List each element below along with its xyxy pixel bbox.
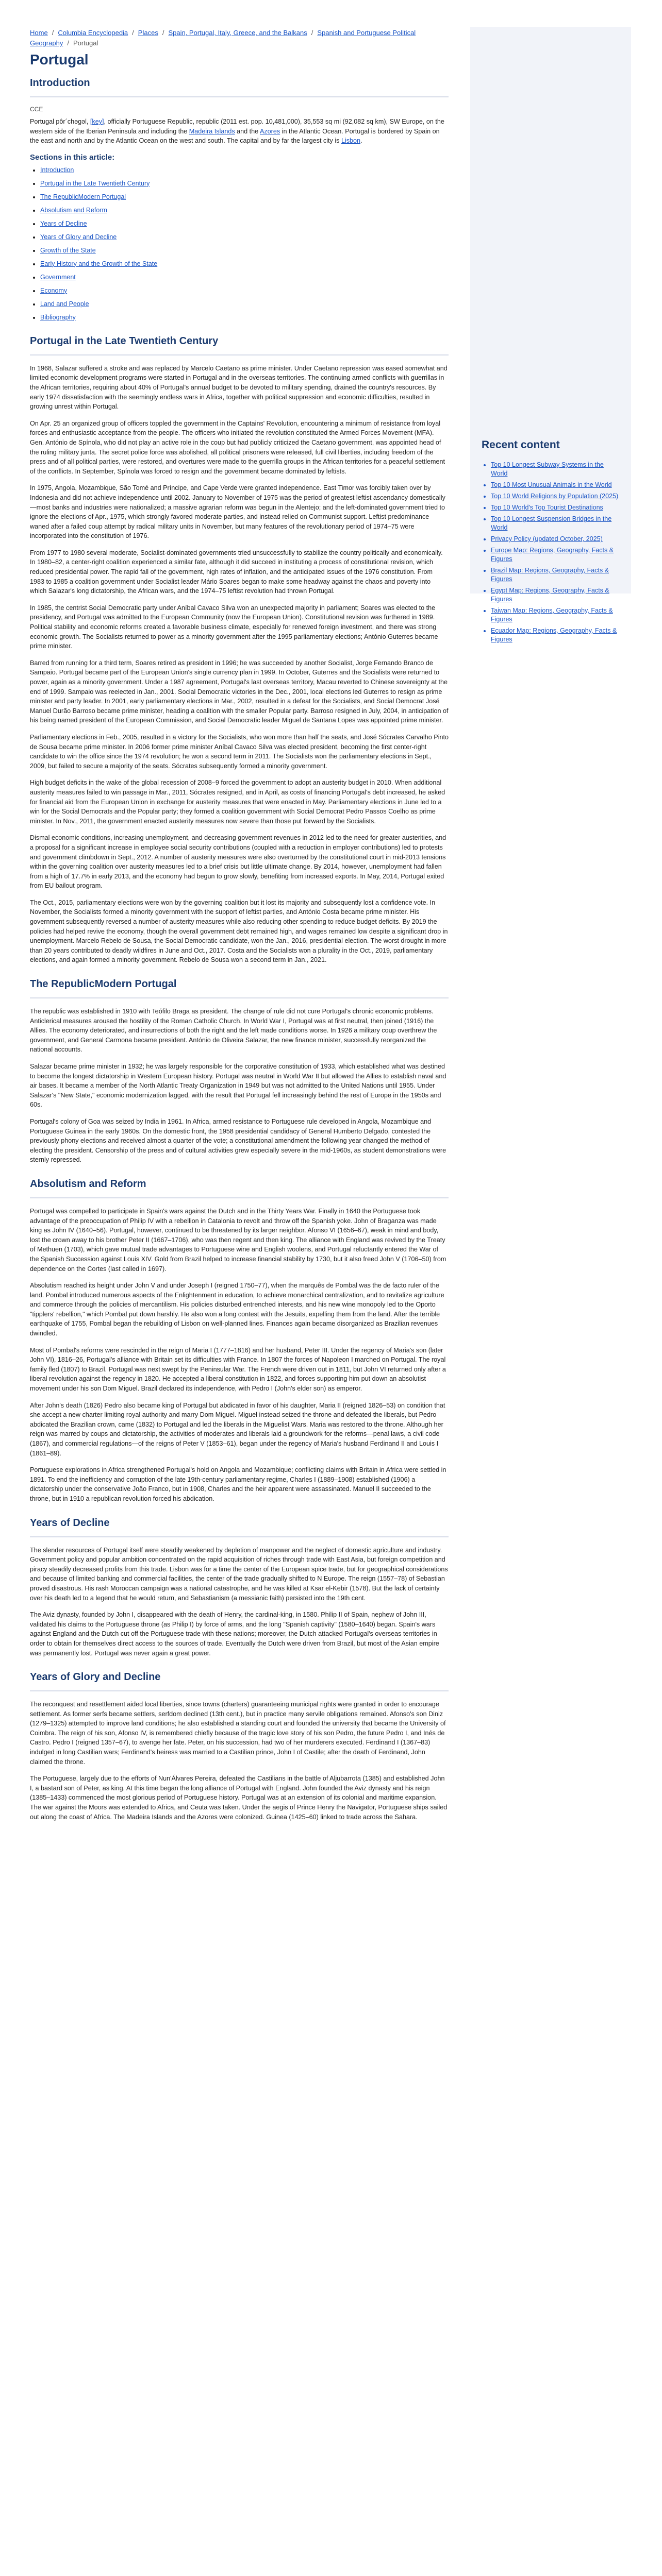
madeira-link[interactable]: Madeira Islands [189, 127, 235, 135]
list-item [491, 481, 621, 489]
toc-heading: Sections in this article: [30, 152, 115, 162]
table-of-contents [30, 166, 449, 322]
recent-content-link[interactable]: Top 10 World Religions by Population (2025) [491, 493, 619, 500]
recent-content-link[interactable]: Taiwan Map: Regions, Geography, Facts & Figures [491, 607, 613, 623]
azores-link[interactable]: Azores [259, 127, 280, 135]
section-heading-republic: The RepublicModern Portugal [30, 978, 177, 990]
recent-content-link[interactable]: Brazil Map: Regions, Geography, Facts & Figures [491, 567, 609, 583]
toc-item [40, 313, 449, 322]
toc-item [40, 273, 449, 282]
paragraph: From 1977 to 1980 several moderate, Socialist-dominated governments tried unsuccessfully to stabilize the country politically and economically. In 1980–82, a center-right coalition experienced a similar fate, although it did succeed in instituting a process of constitutional revision, which reduced presidential power. The rapid fall of the government, high rates of inflation, and the anticipated issues of the 1976 constitution. From 1983 to 1985 a coalition government under Socialist leader Mário Soares began to make some headway against the chaos and poverty into which Salazar's long dictatorship, the African wars, and the 1974–75 leftist revolution had thrown Portugal. [30, 549, 443, 595]
paragraph: Parliamentary elections in Feb., 2005, resulted in a victory for the Socialists, who won more than half the seats, and José Sócrates Carvalho Pinto de Sousa became prime minister. In 2006 former prime minister Aníbal Cavaco Silva was elected president, becoming the first center-right candidate to win the office since the 1974 revolution; he won a second term in 2011. The Socialists won the parliamentary elections in Sept., 2009, but failed to secure a majority of the seats. Sócrates subsequently formed a minority government. [30, 733, 449, 770]
paragraph: High budget deficits in the wake of the global recession of 2008–9 forced the government to adopt an austerity budget in 2010. When additional austerity measures failed to win passage in Mar., 2011, Sócrates resigned, and in April, as costs of financing Portugal's debt increased, he asked for financial aid from the European Union in exchange for austerity measures that were enacted in May. Parliamentary elections in June led to a win for the Social Democrats and the Popular party; they formed a coalition government with Social Democrat Pedro Passos Coelho as prime minister. In Nov., 2011, the government enacted austerity measures now severe than those put forward by the Socialists. [30, 779, 445, 825]
intro-paragraph: Portugal pôr´chəgəl, [key], officially Portuguese Republic, republic (2011 est. pop. 10,481,000), 35,553 sq mi (92,082 sq km), SW Europe, on the western side of the Iberian Peninsula and including the Madeira Islands and the Azores in the Atlantic Ocean. Portugal is bordered by Spain on the east and north and by the Atlantic Ocean on the west and south. The capital and by far the largest city is Lisbon. [30, 118, 444, 145]
toc-link-bibliography[interactable]: Bibliography [40, 313, 76, 321]
toc-item [40, 260, 449, 268]
breadcrumb-separator: / [52, 29, 54, 37]
recent-content-panel [482, 439, 621, 647]
paragraph: Salazar became prime minister in 1932; he was largely responsible for the corporative constitution of 1933, which established what was destined to become the longest dictatorship in Western European history. Portugal was neutral in World War II but allowed the Allies to establish naval and air bases. It became a member of the North Atlantic Treaty Organization in 1949 but was not admitted to the United Nations until 1955. Under Salazar's "New State," economic modernization lagged, with the result that Portugal fell increasingly behind the rest of Europe in the 1950s and 60s. [30, 1063, 446, 1109]
list-item [491, 566, 621, 584]
recent-content-link[interactable]: Ecuador Map: Regions, Geography, Facts & Figures [491, 627, 617, 643]
toc-link-land-and-people[interactable]: Land and People [40, 300, 89, 308]
recent-content-link[interactable]: Top 10 World's Top Tourist Destinations [491, 504, 603, 511]
article-main [30, 77, 449, 1829]
breadcrumb-separator: / [67, 39, 69, 47]
paragraph: The republic was established in 1910 with Teófilo Braga as president. The change of rule did not cure Portugal's chronic economic problems. Anticlerical measures aroused the hostility of the Roman Catholic Church. In World War I, Portugal was at first neutral, then joined (1916) the Allies. The economy deteriorated, and insurrections of both the right and the left made conditions worse. In 1926 a military coup overthrew the government, and General Carmona became president. António de Oliveira Salazar, the new finance minister, successfully reorganized the national accounts. [30, 1008, 437, 1054]
toc-link-glory-and-decline[interactable]: Years of Glory and Decline [40, 233, 117, 241]
list-item [491, 503, 621, 512]
paragraph: In 1985, the centrist Social Democratic party under Aníbal Cavaco Silva won an unexpected majority in parliament; Soares was elected to the presidency, and Portugal was admitted to the European Community (now the European Union). Constitutional revision was furthered in 1989. Political stability and economic reforms created a favorable business climate, especially for renewed foreign investment, and there was strong economic growth. The Socialists returned to power as a minority government after the 1995 parliamentary elections; António Guterres became prime minister. [30, 604, 438, 650]
paragraph: In 1968, Salazar suffered a stroke and was replaced by Marcelo Caetano as prime minister. Under Caetano repression was eased somewhat and limited economic development programs were started in Portugal and in the overseas territories. The continuing armed conflicts with guerrillas in the African territories, requiring about 40% of Portugal's annual budget to be devoted to military spending, drained the country's resources. By early 1974 dissatisfaction with the seemingly endless wars in Africa, together with political suppression and economic difficulties, resulted in growing unrest within Portugal. [30, 364, 448, 411]
toc-link-economy[interactable]: Economy [40, 286, 68, 294]
breadcrumb-separator: / [162, 29, 164, 37]
list-item [491, 492, 621, 501]
toc-link-growth-of-state[interactable]: Growth of the State [40, 246, 96, 254]
list-item [491, 626, 621, 644]
toc-link-late-twentieth-century[interactable]: Portugal in the Late Twentieth Century [40, 179, 150, 187]
paragraph: On Apr. 25 an organized group of officers toppled the government in the Captains' Revolution, encountering a minimum of resistance from loyal forces and enthusiastic acceptance from the people. The officers who initiated the revolution constituted the Armed Forces Movement (MFA). Gen. António de Spínola, who did not play an active role in the coup but had publicly criticized the Caetano government, was appointed head of the ruling military junta. The secret police force was abolished, all political prisoners were released, full civil liberties, including freedom of the press and of all political parties, were restored, and overtures were made to the guerrilla groups in the African territories for a peaceful settlement of the conflicts. In September, Spínola was forced to resign and the government became dominated by leftists. [30, 419, 445, 475]
recent-content-link[interactable]: Top 10 Longest Suspension Bridges in the World [491, 515, 612, 531]
intro-heading: Introduction [30, 77, 90, 89]
page-title: Portugal [30, 52, 89, 67]
breadcrumb [30, 28, 453, 48]
toc-link-years-of-decline[interactable]: Years of Decline [40, 219, 87, 227]
breadcrumb-political-geography[interactable]: Spanish and Portuguese Political Geography [30, 29, 416, 47]
toc-link-absolutism[interactable]: Absolutism and Reform [40, 206, 107, 214]
paragraph: The reconquest and resettlement aided local liberties, since towns (charters) guaranteeing municipal rights were granted in order to encourage settlement. As former serfs became settlers, serfdom declined (13th cent.), but in practice many servile obligations remained. Afonso's son Diniz (1279–1325) attempted to improve land conditions; he also established a standing court and founded the university that became the University of Coimbra. The reign of his son, Afonso IV, is remembered chiefly because of the tragic love story of his son Pedro, the future Pedro I, and Inés de Castro. Pedro I (reigned 1357–67), to avenge her fate. Peter, on his succession, had two of her murderers executed. Ferdinand I (1367–83) indulged in long Castilian wars; Ferdinand's heiress was married to a Castilian prince, John I of Castile; after the death of Ferdinand, John claimed the throne. [30, 1701, 446, 1766]
paragraph: Portugal was compelled to participate in Spain's wars against the Dutch and in the Thirty Years War. Finally in 1640 the Portuguese took advantage of the preoccupation of Philip IV with a rebellion in Catalonia to revolt and throw off the Spanish yoke. John of Braganza was made king as John IV (1640–56). Portugal, however, continued to be threatened by its larger neighbor. Afonso VI (1656–67), weak in mind and body, lost the crown away to his brother Peter II (1667–1706), who was then regent and then king. The alliance with England was revived by the Treaty of Methuen (1703), which gave mutual trade advantages to Portuguese wine and English woolens, and Portugal reluctantly entered the War of the Spanish Succession against Louis XIV. Gold from Brazil helped to increase financial stability by 1730, but it also freed John V (1706–50) from dependence on the Cortes (last called in 1697). [30, 1207, 446, 1273]
breadcrumb-current: Portugal [73, 39, 98, 47]
toc-link-republic[interactable]: The RepublicModern Portugal [40, 193, 126, 200]
list-item [491, 606, 621, 624]
toc-item [40, 219, 449, 228]
list-item [491, 515, 621, 532]
breadcrumb-columbia-encyclopedia[interactable]: Columbia Encyclopedia [58, 29, 128, 37]
heading-divider [30, 1197, 449, 1198]
toc-link-early-history[interactable]: Early History and the Growth of the State [40, 260, 158, 267]
list-item [491, 546, 621, 564]
heading-divider [30, 96, 449, 97]
paragraph: Most of Pombal's reforms were rescinded in the reign of Maria I (1777–1816) and her husband, Peter III. Under the regency of Maria's son (later John VI), 1816–26, Portugal's alliance with Britain set its difficulties with France. In 1807 the forces of Napoleon I marched on Portugal. The royal family fled (1807) to Brazil. Portugal was next swept by the Peninsular War. The French were driven out in 1811, but John VI returned only after a liberal revolution against the regency in 1820. He accepted a liberal constitution in 1822, and forces supporting him put down an absolutist movement under his son Dom Miguel. Brazil declared its independence, with Pedro I (John's elder son) as emperor. [30, 1346, 446, 1393]
section-heading-late-twentieth: Portugal in the Late Twentieth Century [30, 335, 219, 347]
heading-divider [30, 997, 449, 998]
paragraph: The Aviz dynasty, founded by John I, disappeared with the death of Henry, the cardinal-king, in 1580. Philip II of Spain, nephew of John III, validated his claims to the Portuguese throne (as Philip I) by force of arms, and the long "Spanish captivity" (1580–1640) began. Spain's wars against England and the Dutch cut off the Portuguese trade with these nations; moreover, the Dutch attacked Portugal's overseas territories in order to obtain for themselves direct access to the sources of trade. Eventually the Dutch were driven from Brazil, but most of the Asian empire was permanently lost. Portugal was never again a great power. [30, 1611, 439, 1657]
sidebar [470, 27, 631, 643]
paragraph: The Oct., 2015, parliamentary elections were won by the governing coalition but it lost its majority and subsequently lost a confidence vote. In November, the Socialists formed a minority government with the support of leftist parties, and António Costa became prime minister. His government subsequently reversed a number of austerity measures while also reducing other spending to reduce budget deficits. By 2019 the policies had helped revive the economy, though the overall government debt remained high, and wages remained low despite a significant drop in unemployment. Marcelo Rebelo de Sousa, the Social Democratic candidate, won the Jan., 2016, presidential election. The worst drought in more than 20 years contributed to deadly wildfires in June and Oct., 2017. Costa and the Socialists won a plurality in the Oct., 2019, parliamentary elections, and again formed a minority government. Rebelo de Sousa won a second term in Jan., 2021. [30, 899, 448, 964]
top-strip [0, 0, 662, 5]
section-heading-absolutism: Absolutism and Reform [30, 1178, 146, 1190]
paragraph: Barred from running for a third term, Soares retired as president in 1996; he was succeeded by another Socialist, Jorge Fernando Branco de Sampaio. Portugal became part of the European Union's single currency plan in 1999. In October, Guterres and the Socialists were returned to power, again as a minority government. Under a 1987 agreement, Portugal's last overseas territory, Macau reverted to Chinese sovereignty at the end of 1999. Sampaio was reelected in Jan., 2001. Social Democratic victories in the Dec., 2001, local elections led Guterres to resign as prime minister and party leader. In 2001, early parliamentary elections in Mar., 2002, resulted in a defeat for the Socialists, and Social Democrat José Manuel Durão Barroso became prime minister, heading a coalition with the smaller Popular party. Barroso resigned in July, 2004, in anticipation of his being named president of the European Commission, and Social Democratic leader Miguel de Santana Lopes was appointed prime minister. [30, 659, 449, 724]
toc-item [40, 166, 449, 175]
recent-content-link[interactable]: Europe Map: Regions, Geography, Facts & Figures [491, 547, 614, 563]
toc-item [40, 179, 449, 188]
lisbon-link[interactable]: Lisbon [341, 137, 361, 145]
paragraph: Absolutism reached its height under John V and under Joseph I (reigned 1750–77), when the marquês de Pombal was the de facto ruler of the land. Pombal introduced numerous aspects of the Enlightenment in education, to achieve monarchical centralization, and to revitalize agriculture and commerce through the policies of mercantilism. His policies disturbed entrenched interests, and his new wine monopoly led to the Oporto "tipplers' rebellion," which Pombal put down harshly. He also won a long contest with the Jesuits, expelling them from the land. After the terrible earthquake of 1755, Pombal began the rebuilding of Lisbon on well-planned lines. Finances again became disorganized as Brazilian revenues dwindled. [30, 1282, 444, 1337]
recent-content-link[interactable]: Top 10 Longest Subway Systems in the World [491, 461, 604, 477]
paragraph: The slender resources of Portugal itself were steadily weakened by depletion of manpower and the neglect of domestic agriculture and industry. Government policy and popular ambition concentrated on the rapid acquisition of riches through trade with East Asia, but foreign competition and piracy steadily decreased profits from this trade. Lisbon was for a time the center of the European spice trade, but for geographical considerations and because of limited banking and commercial facilities, the center of the trade gradually shifted to N Europe. The reign (1557–78) of Sebastian proved disastrous. His rash Moroccan campaign was a national catastrophe, and he was killed at Ksar el-Kebir (1578). But the lack of certainty over his death led to a legend that he would return, and Sebastianism (a messianic faith) persisted into the 19th cent. [30, 1546, 448, 1602]
list-item [491, 461, 621, 478]
paragraph: Portugal's colony of Goa was seized by India in 1961. In Africa, armed resistance to Portuguese rule developed in Angola, Mozambique and Portuguese Guinea in the early 1960s. On the domestic front, the 1958 presidential candidacy of General Humberto Delgado, contested the previously phony elections and received almost a quarter of the vote; a constitutional amendment the following year changed the method of electing the president. Censorship of the press and of cultural activities grew especially severe in the mid-1960s, as student demonstrations were sternly repressed. [30, 1117, 446, 1164]
toc-item [40, 286, 449, 295]
toc-link-introduction[interactable]: Introduction [40, 166, 74, 174]
recent-content-link[interactable]: Privacy Policy (updated October, 2025) [491, 535, 603, 543]
breadcrumb-separator: / [311, 29, 313, 37]
recent-content-list [482, 461, 621, 644]
source-label: CCE [30, 106, 43, 113]
recent-content-link[interactable]: Top 10 Most Unusual Animals in the World [491, 481, 612, 488]
breadcrumb-home[interactable]: Home [30, 29, 48, 37]
recent-content-heading: Recent content [482, 439, 560, 451]
pronunciation-key-link[interactable]: [key] [90, 118, 104, 125]
heading-divider [30, 354, 449, 355]
paragraph: After John's death (1826) Pedro also became king of Portugal but abdicated in favor of his daughter, Maria II (reigned 1826–53) on condition that she accept a new charter limiting royal authority and marry Dom Miguel. Miguel instead seized the throne and defeated the liberals, but Pedro abdicated the Brazilian crown, came (1832) to Portugal and led the liberals in the Miguelist Wars. Maria was restored to the throne. Although her reign was marred by coups and dictatorship, the activities of moderates and liberals laid a groundwork for the reforms—penal laws, a civil code (1867), and commercial regulations—of the reigns of Peter V (1853–61), began under the regency of Maria's husband Ferdinand II and Louis I (1861–89). [30, 1401, 445, 1457]
toc-item [40, 233, 449, 242]
toc-item [40, 206, 449, 215]
list-item [491, 535, 621, 544]
breadcrumb-spain-portugal[interactable]: Spain, Portugal, Italy, Greece, and the Balkans [168, 29, 307, 37]
toc-item [40, 300, 449, 309]
breadcrumb-places[interactable]: Places [138, 29, 158, 37]
section-heading-glory-and-decline: Years of Glory and Decline [30, 1671, 161, 1683]
paragraph: Portuguese explorations in Africa strengthened Portugal's hold on Angola and Mozambique; conflicting claims with Britain in Africa were settled in 1891. To end the inefficiency and corruption of the late 19th-century parliamentary regime, Charles I (1889–1908) established (1906) a dictatorship under the conservative João Franco, but in 1908, Charles and the heir apparent were assassinated. Manuel II succeeded to the throne, but in 1910 a republican revolution forced his abdication. [30, 1466, 446, 1502]
heading-divider [30, 1536, 449, 1537]
section-heading-years-of-decline: Years of Decline [30, 1517, 110, 1529]
paragraph: In 1975, Angola, Mozambique, São Tomé and Príncipe, and Cape Verde were granted independence. East Timor was forcibly taken over by Indonesia and did not achieve independence until 2002. January to November of 1975 was the period of greatest leftist ascendancy domestically—most banks and industries were nationalized; a massive agrarian reform was begun in the Alentejo; and the left-dominated government tried to ignore the elections of Apr., 1975, which strongly favored moderate parties, and instead relied on Communist support. Leftist predominance waned after a failed coup attempt by radical military units in November, but many features of the revolutionary period of 1974–75 were incorporated into the constitution of 1976. [30, 484, 445, 540]
breadcrumb-separator: / [132, 29, 134, 37]
toc-item [40, 246, 449, 255]
toc-item [40, 193, 449, 201]
paragraph: Dismal economic conditions, increasing unemployment, and decreasing government revenues in 2012 led to the need for greater austerities, and a proposal for a significant increase in employee social security contributions (coupled with a reduction in employer contributions) led to protests and government climbdown in Sept., 2012. A number of austerity measures were also overturned by the constitutional court in mid-2013 tensions within the governing coalition over austerity measures led to a brief crisis but little ultimate change. By 2014, however, unemployment had fallen from a high of 17.7% in early 2013, and the economy had begun to grow slowly, benefiting from increased exports. In May, 2014, Portugal exited from EU bailout program. [30, 834, 446, 890]
toc-link-government[interactable]: Government [40, 273, 76, 281]
list-item [491, 586, 621, 604]
paragraph: The Portuguese, largely due to the efforts of Nun'Álvares Pereira, defeated the Castilians in the battle of Aljubarrota (1385) and established John I, a bastard son of Peter, as king. At this time began the long alliance of Portugal with England. John founded the Aviz dynasty and his reign (1385–1433) commenced the most glorious period of Portuguese history. Portugal was at an extension of its colonial and maritime expansion. The war against the Moors was extended to Africa, and Ceuta was taken. Under the aegis of Prince Henry the Navigator, Portuguese ships sailed out along the coast of Africa. The Madeira Islands and the Azores were colonized. Guinea (1425–60) linked to trade across the Sahara. [30, 1775, 448, 1821]
heading-divider [30, 1690, 449, 1691]
recent-content-link[interactable]: Egypt Map: Regions, Geography, Facts & Figures [491, 587, 609, 603]
